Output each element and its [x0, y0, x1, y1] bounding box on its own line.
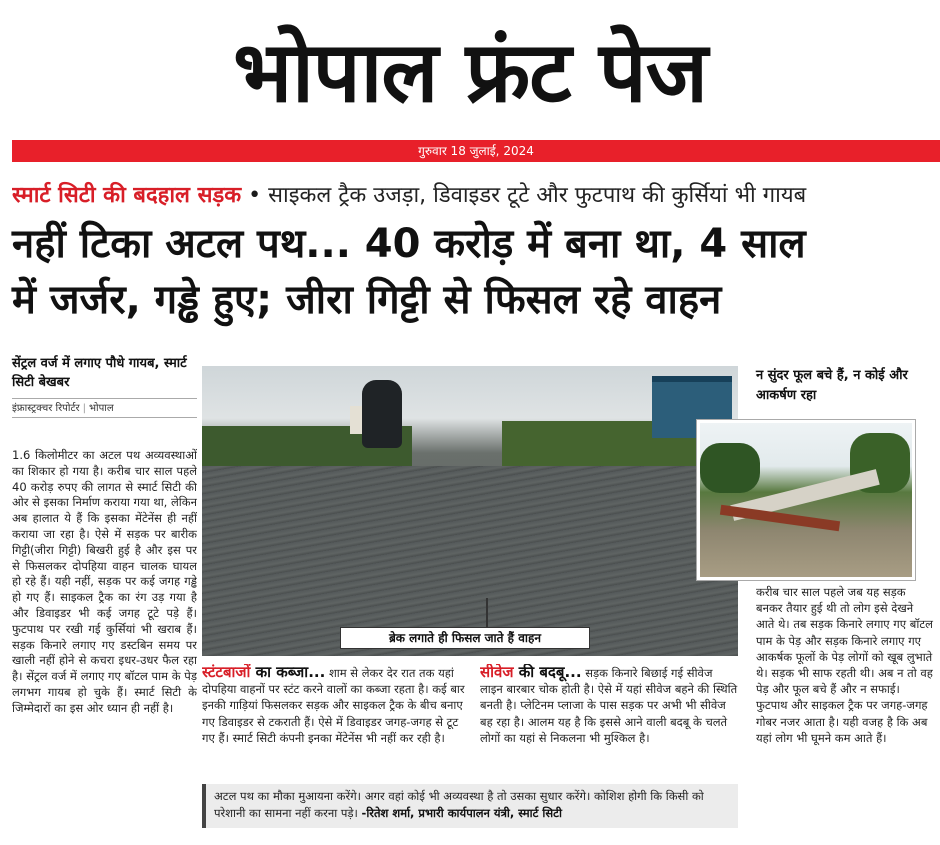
inset-tree-left: [700, 443, 760, 493]
stunt-box: [202, 664, 466, 774]
headline-line-2: में जर्जर, गड्ढे हुए; जीरा गिट्टी से फिसल रहे वाहन: [12, 277, 722, 323]
left-column-body: 1.6 किलोमीटर का अटल पथ अव्यवस्थाओं का शिकार हो गया है। करीब चार साल पहले 40 करोड़ रुपए की लागत से स्मार्ट सिटी की ओर से इसका निर्माण कराया गया था, लेकिन अब हालात ये हैं कि इसका मेंटेनेंस ही नहीं कराया जा रहा है। ऐसे में सड़क पर बारीक गिट्टी(जीरा गिट्टी) बिखरी हुई है और इस पर से फिसलकर दोपहिया वाहन चालक घायल हो रहे हैं। यही नहीं, सड़क पर कई जगह गड्ढे हो गए हैं। साइकल ट्रैक का रंग उड़ गया है और डिवाइडर भी कई जगह टूटे पड़े हैं। फुटपाथ पर रखी गई कुर्सियां भी खराब हैं। सड़क किनारे लगाए गए डस्टबिन समय पर खाली नहीं होने से कचरा इधर-उधर फैल रहा है। सेंट्रल वर्ज में लगाए गए बॉटल पाम के पेड़ लगभग गायब हो चुके हैं। स्मार्ट सिटी के जिम्मेदारों का इस ओर ध्यान ही नहीं है।: [12, 448, 197, 715]
right-subhead: न सुंदर फूल बचे हैं, न कोई और आकर्षण रहा: [756, 368, 908, 403]
kicker-separator: •: [248, 183, 262, 208]
quote-attribution: -रितेश शर्मा, प्रभारी कार्यपालन यंत्री, स्मार्ट सिटी: [361, 806, 562, 820]
byline-reporter: इंफ्रास्ट्रक्चर रिपोर्टर: [12, 403, 80, 414]
byline-separator: |: [82, 403, 86, 414]
sewage-title-dark: की बदबू...: [513, 664, 582, 681]
quote-text: अटल पथ का मौका मुआयना करेंगे। अगर वहां कोई भी अव्यवस्था है तो उसका सुधार करेंगे। कोशिश होगी कि किसी को परेशानी का सामना नहीं करना पड़े।: [214, 789, 704, 820]
stunt-box-body: शाम से लेकर देर रात तक यहां दोपहिया वाहनों पर स्टंट करने वालों का कब्जा रहता है। कई बार इनकी गाड़ियां फिसलकर सड़क और साइकल ट्रैक के बीच बनाए गए डिवाइडर से टकराती हैं। ऐसे में डिवाइडर जगह-जगह से टूट गए हैं। स्मार्ट सिटी कंपनी इनका मेंटेनेंस भी नहीं कर रही है।: [202, 666, 465, 745]
sewage-box: [480, 664, 738, 774]
official-quote: [202, 784, 738, 828]
right-column-body: करीब चार साल पहले जब यह सड़क बनकर तैयार हुई थी तो लोग इसे देखने आते थे। तब सड़क किनारे लगाए गए बॉटल पाम के पेड़ और सड़क किनारे लगाए गए आकर्षक फूलों के पेड़ लोगों को खूब लुभाते थे। सड़क भी साफ रहती थी। अब न तो वह पेड़ और फूल बचे हैं और न सफाई। फुटपाथ और साइकल ट्रैक पर जगह-जगह गोबर नजर आता है। यही वजह है कि अब यहां लोग भी घूमने कम आते हैं।: [756, 585, 933, 745]
main-photo-caption: ब्रेक लगाते ही फिसल जाते हैं वाहन: [340, 627, 590, 649]
stunt-title-red: स्टंटबाजों: [202, 664, 251, 681]
kicker-label: स्मार्ट सिटी की बदहाल सड़क: [12, 183, 242, 208]
stunt-title-dark: का कब्जा...: [250, 664, 326, 681]
dateline: गुरुवार 18 जुलाई, 2024: [12, 140, 940, 162]
kicker: [12, 180, 932, 212]
masthead-title: भोपाल फ्रंट पेज: [233, 23, 707, 121]
headline-line-1: नहीं टिका अटल पथ... 40 करोड़ में बना था, 4 साल: [12, 221, 806, 267]
sewage-box-title: [480, 664, 582, 681]
sewage-box-body: सड़क किनारे बिछाई गई सीवेज लाइन बारबार चोक होती है। ऐसे में यहां सीवेज बहने की स्थिति बनती है। प्लेटिनम प्लाजा के पास सड़क पर अभी भी सीवेज बह रहा है। आलम यह है कि इससे आने वाली बदबू के चलते लोगों का यहां से निकलना भी मुश्किल है।: [480, 666, 738, 745]
left-subhead: सेंट्रल वर्ज में लगाए पौधे गायब, स्मार्ट सिटी बेखबर: [12, 356, 187, 390]
headline: [12, 216, 932, 328]
byline: [12, 398, 197, 418]
byline-place: भोपाल: [88, 403, 114, 414]
inset-photo: [697, 420, 915, 580]
kicker-subline: साइकल ट्रैक उजड़ा, डिवाइडर टूटे और फुटपाथ की कुर्सियां भी गायब: [268, 183, 807, 208]
photo-motorcycle: [362, 380, 402, 448]
stunt-box-title: [202, 664, 325, 681]
main-photo: [202, 366, 738, 656]
sewage-title-red: सीवेज: [480, 664, 514, 681]
caption-pointer: [486, 598, 488, 628]
